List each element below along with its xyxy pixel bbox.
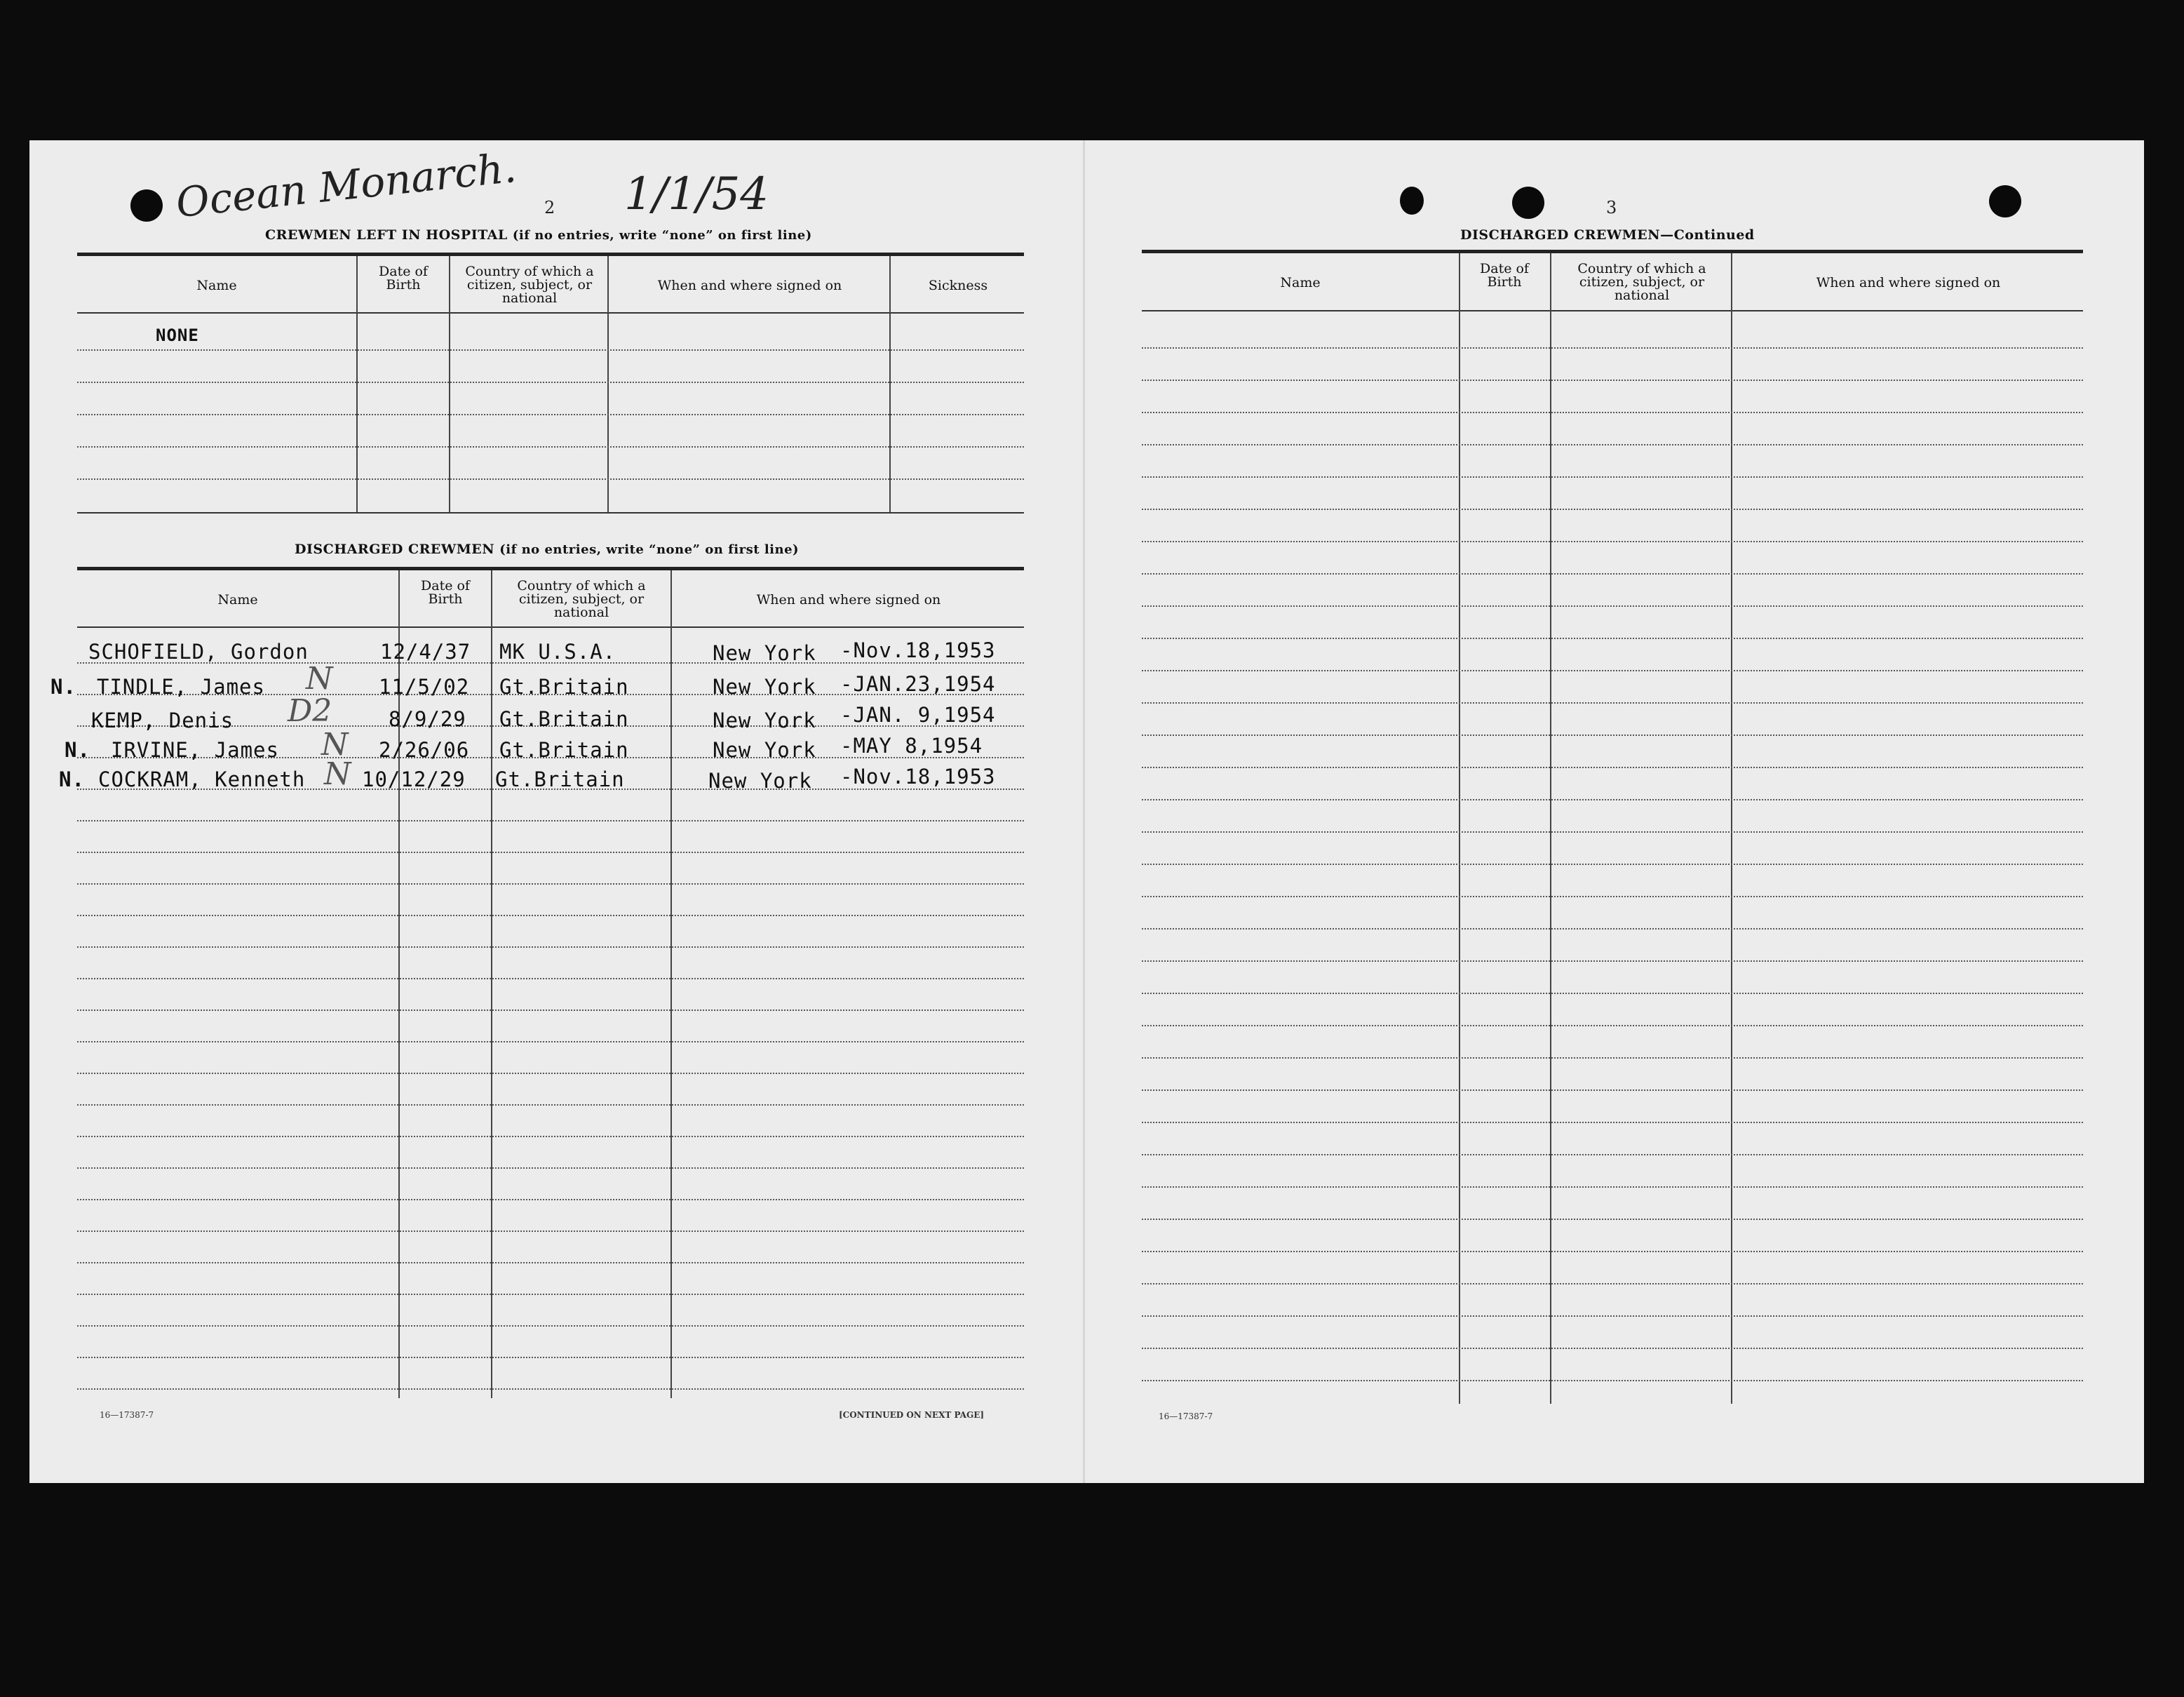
ruled-line [1142,1089,2083,1091]
ruled-line [77,1294,1024,1295]
ruled-line [1142,670,2083,671]
ruled-line [1142,960,2083,962]
ruled-line [77,1073,1024,1074]
right-page-number: 3 [1606,198,1617,217]
ruled-line [77,1104,1024,1106]
hospital-col-divider [889,256,891,512]
ruled-line [1142,993,2083,994]
ruled-line [77,478,1024,480]
right-form-number: 16—17387-7 [1159,1411,1213,1421]
right-section-title: DISCHARGED CREWMEN—Continued [1460,227,1755,243]
row-mark: N [306,661,333,697]
ruled-line [77,1010,1024,1011]
right-top-rule [1142,250,2083,253]
ruled-line [1142,1315,2083,1317]
row-country: Gt.Britain [495,767,625,791]
hospital-header-dob: Date of Birth [379,264,428,293]
ruled-line [77,820,1024,821]
row-place: New York [713,675,816,699]
ruled-line [1142,444,2083,445]
ruled-line [77,414,1024,415]
row-date: -JAN.23,1954 [840,672,996,696]
ruled-line [77,1230,1024,1232]
row-prefix: N. [65,738,90,762]
ruled-line [1142,1380,2083,1381]
ruled-line [1142,896,2083,897]
row-dob: 8/9/29 [389,707,466,731]
row-date: -JAN. 9,1954 [840,703,996,727]
ruled-line [1142,541,2083,542]
discharged-header-country: Country of which a citizen, subject, or national [517,578,646,620]
ruled-line [1142,928,2083,930]
ruled-line [1142,476,2083,478]
row-name: IRVINE, James [111,738,279,762]
row-name: TINDLE, James [97,675,265,699]
ruled-line [1142,864,2083,865]
ruled-line [77,978,1024,979]
punch-hole [1512,187,1544,219]
row-date: -MAY 8,1954 [840,734,983,758]
ruled-line [77,946,1024,948]
hospital-entry-none: NONE [156,326,199,345]
ruled-line [1142,1154,2083,1155]
right-header-dob: Date of Birth [1480,261,1529,290]
right-header-country: Country of which a citizen, subject, or national [1577,261,1706,303]
ruled-line [77,1262,1024,1263]
ruled-line [77,1325,1024,1327]
page-fold [1083,140,1085,1483]
row-place: New York [713,709,816,732]
ruled-line [77,382,1024,383]
row-prefix: N. [59,767,85,791]
handwritten-date: 1/1/54 [624,168,769,220]
discharged-instruction: (if no entries, write “none” on first line) [499,542,800,557]
hospital-header-name: Name [196,278,237,293]
ruled-line [1142,1348,2083,1349]
row-place: New York [713,738,816,762]
row-country: MK U.S.A. [499,640,616,664]
row-mark: D2 [288,693,332,729]
row-place: New York [713,641,816,665]
ruled-line [1142,605,2083,607]
row-country: Gt.Britain [499,738,629,762]
ruled-line [1142,1057,2083,1059]
right-col-divider [1550,253,1551,1404]
punch-hole [1400,187,1424,215]
discharged-header-name: Name [217,592,258,608]
hospital-header-country: Country of which a citizen, subject, or national [465,264,594,306]
discharged-header-rule [77,626,1024,628]
ruled-line [1142,1122,2083,1123]
right-header-signed-on: When and where signed on [1816,275,2001,290]
left-form-number: 16—17387-7 [100,1410,154,1420]
hospital-header-signed-on: When and where signed on [657,278,842,293]
ruled-line [1142,1219,2083,1220]
discharged-title-text: DISCHARGED CREWMEN [295,542,495,557]
hospital-col-divider [607,256,609,512]
ruled-line [77,1167,1024,1169]
right-col-divider [1731,253,1732,1404]
ruled-line [1142,638,2083,639]
hospital-bottom-rule [77,512,1024,514]
row-place: New York [708,769,812,793]
row-name: KEMP, Denis [91,709,234,732]
ruled-line [77,852,1024,853]
ruled-line [1142,831,2083,833]
ruled-line [77,349,1024,351]
ruled-line [77,1136,1024,1137]
ruled-line [77,1388,1024,1390]
ruled-line [77,915,1024,916]
row-mark: N [321,727,349,763]
ruled-line [77,1199,1024,1200]
row-dob: 12/4/37 [380,640,471,664]
row-name: SCHOFIELD, Gordon [88,640,309,664]
punch-hole [1989,185,2021,217]
right-col-divider [1459,253,1460,1404]
ruled-line [1142,1283,2083,1285]
row-name: COCKRAM, Kenneth [98,767,306,791]
ruled-line [1142,735,2083,736]
ruled-line [77,1357,1024,1358]
ruled-line [1142,1251,2083,1252]
row-dob: 2/26/06 [379,738,470,762]
left-page-number: 2 [544,198,555,217]
ruled-line [77,1041,1024,1042]
discharged-header-dob: Date of Birth [421,578,470,607]
ruled-line [1142,767,2083,768]
hospital-top-rule [77,253,1024,256]
row-date: -Nov.18,1953 [840,638,996,662]
row-date: -Nov.18,1953 [840,765,996,789]
discharged-section-title [295,542,799,557]
row-dob: 11/5/02 [379,675,470,699]
row-prefix: N. [50,675,76,699]
ruled-line [1142,799,2083,800]
ruled-line [1142,1186,2083,1188]
document-sheet [29,140,2144,1483]
row-mark: N [324,756,351,792]
hospital-header-rule [77,312,1024,314]
hospital-col-divider [356,256,358,512]
right-header-rule [1142,310,2083,311]
ruled-line [77,446,1024,448]
ruled-line [1142,412,2083,413]
ruled-line [1142,573,2083,575]
row-dob: 10/12/29 [362,767,466,791]
ruled-line [1142,509,2083,510]
discharged-header-signed-on: When and where signed on [756,592,941,608]
hospital-header-sickness: Sickness [928,278,988,293]
row-country: Gt.Britain [499,675,629,699]
ruled-line [1142,1025,2083,1026]
row-country: Gt.Britain [499,707,629,731]
handwritten-ship-name: Ocean Monarch. [173,143,519,227]
ruled-line [1142,380,2083,381]
hospital-title-text: CREWMEN LEFT IN HOSPITAL [265,227,508,243]
hospital-instruction: (if no entries, write “none” on first line) [512,228,812,243]
ruled-line [1142,347,2083,349]
hospital-col-divider [449,256,450,512]
punch-hole [130,189,163,222]
right-header-name: Name [1280,275,1321,290]
discharged-top-rule [77,567,1024,570]
continued-note: [CONTINUED ON NEXT PAGE] [839,1410,985,1420]
ruled-line [1142,702,2083,704]
hospital-section-title [265,227,812,243]
ruled-line [77,883,1024,885]
